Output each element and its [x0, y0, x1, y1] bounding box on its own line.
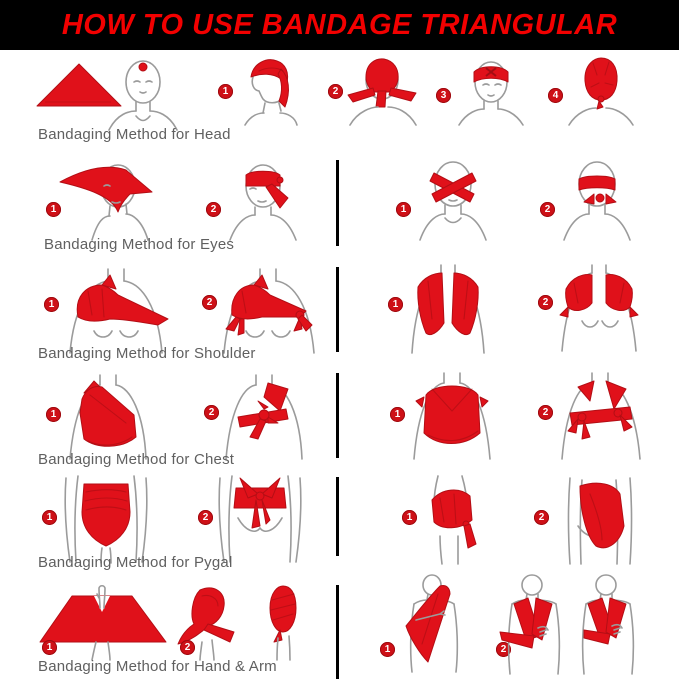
eyes-step2-illustration — [222, 156, 304, 242]
header-bar — [0, 0, 679, 50]
step-number: 1 — [394, 409, 401, 420]
step-number: 1 — [50, 204, 57, 215]
eyes-step1-illustration — [56, 156, 156, 242]
step-marker — [388, 297, 403, 312]
arm-sling-step2a-illustration — [488, 574, 574, 676]
head-step2-back-illustration — [344, 55, 420, 127]
step-number: 1 — [50, 409, 57, 420]
step-marker — [218, 84, 233, 99]
shoulder-step2-illustration — [214, 267, 324, 355]
row-chest — [0, 365, 679, 470]
shoulder-back-caps-illustration — [552, 263, 647, 353]
eyes-cross-front-illustration — [412, 154, 494, 242]
step-number: 1 — [384, 644, 391, 655]
step-marker — [328, 84, 343, 99]
eyes-band-knot-illustration — [556, 154, 638, 242]
pygal-front-illustration — [58, 474, 153, 564]
pygal-back-drape-illustration — [550, 474, 648, 566]
method-label-hand-arm: Bandaging Method for Hand & Arm — [38, 658, 277, 675]
method-label-head: Bandaging Method for Head — [38, 126, 231, 143]
step-marker — [46, 407, 61, 422]
head-step3-front-illustration — [453, 55, 529, 127]
step-marker — [548, 88, 563, 103]
row-pygal — [0, 470, 679, 570]
step-number: 2 — [538, 512, 545, 523]
shoulder-back-v-illustration — [402, 263, 494, 355]
step-number: 1 — [222, 86, 229, 97]
shoulder-step1-illustration — [58, 267, 173, 355]
head-step1-profile-illustration — [237, 55, 301, 127]
chest-step1-illustration — [60, 373, 152, 461]
step-number: 2 — [184, 642, 191, 653]
step-number: 1 — [392, 299, 399, 310]
head-step4-back-illustration — [563, 55, 639, 127]
step-number: 1 — [406, 512, 413, 523]
row-hand-arm — [0, 570, 679, 679]
chest-step2-illustration — [216, 373, 308, 461]
step-number: 2 — [542, 297, 549, 308]
step-number: 2 — [500, 644, 507, 655]
step-marker — [396, 202, 411, 217]
step-number: 4 — [552, 90, 559, 101]
method-label-pygal: Bandaging Method for Pygal — [38, 554, 233, 571]
hand-flat-bandage-illustration — [38, 584, 168, 662]
step-number: 2 — [206, 297, 213, 308]
row-head — [0, 50, 679, 150]
step-number: 2 — [202, 512, 209, 523]
head-front-wound-illustration — [103, 56, 183, 132]
step-marker — [44, 297, 59, 312]
step-number: 3 — [440, 90, 447, 101]
step-number: 1 — [400, 204, 407, 215]
pygal-side-illustration — [418, 474, 486, 566]
step-marker — [538, 295, 553, 310]
method-label-chest: Bandaging Method for Chest — [38, 451, 235, 468]
step-marker — [534, 510, 549, 525]
hand-wrapped-fist-illustration — [262, 582, 304, 662]
arm-sling-step1-illustration — [392, 574, 472, 674]
step-marker — [206, 202, 221, 217]
step-marker — [180, 640, 195, 655]
step-marker — [198, 510, 213, 525]
chest-back-knots-illustration — [550, 371, 648, 461]
step-marker — [540, 202, 555, 217]
method-label-shoulder: Bandaging Method for Shoulder — [38, 345, 256, 362]
chest-full-wrap-illustration — [402, 371, 497, 461]
step-number: 2 — [332, 86, 339, 97]
step-marker — [402, 510, 417, 525]
method-label-eyes: Bandaging Method for Eyes — [44, 236, 235, 253]
pygal-back-bow-illustration — [212, 474, 307, 564]
step-number: 1 — [48, 299, 55, 310]
step-marker — [42, 640, 57, 655]
row-eyes — [0, 150, 679, 255]
step-number: 1 — [46, 512, 53, 523]
page-title: HOW TO USE BANDAGE TRIANGULAR — [61, 8, 618, 41]
step-number: 2 — [210, 204, 217, 215]
step-number: 2 — [544, 204, 551, 215]
arm-sling-step2b-illustration — [566, 574, 646, 676]
step-marker — [436, 88, 451, 103]
step-number: 2 — [542, 407, 549, 418]
step-number: 1 — [46, 642, 53, 653]
step-marker — [42, 510, 57, 525]
row-shoulder — [0, 255, 679, 365]
step-number: 2 — [208, 407, 215, 418]
